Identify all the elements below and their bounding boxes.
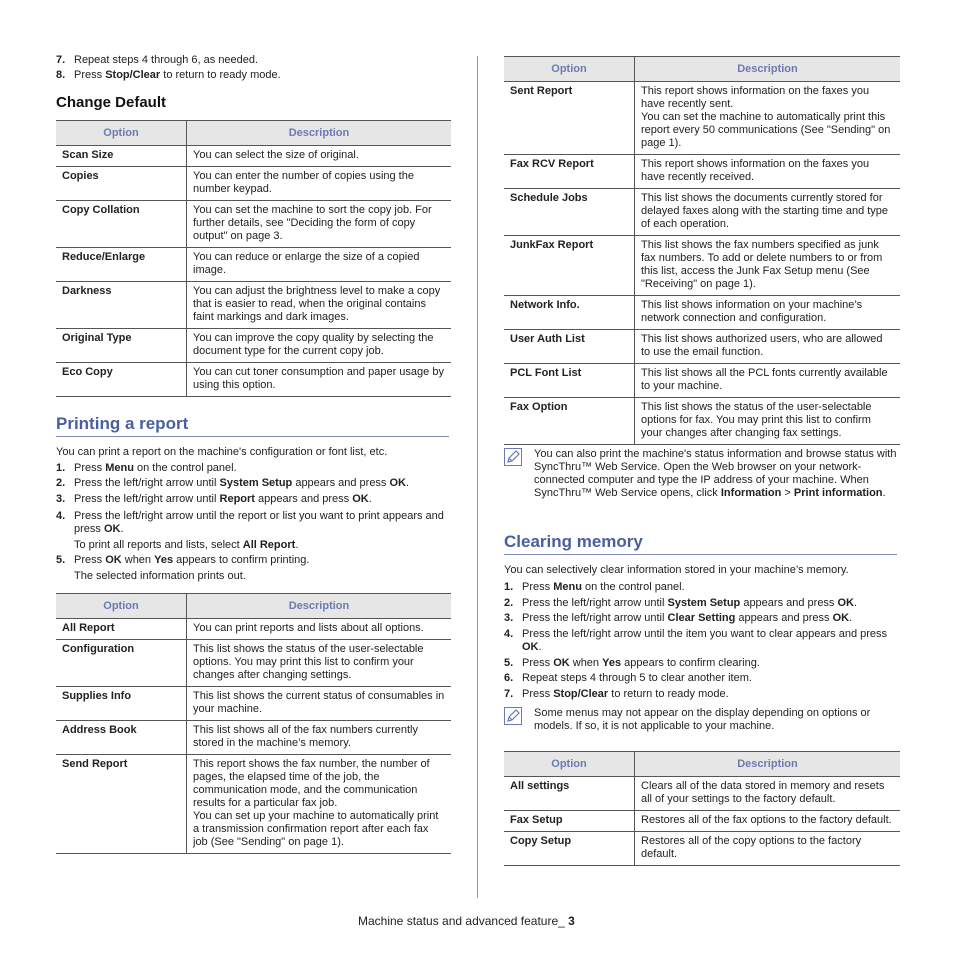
bold-term: Menu [553,581,582,593]
description-cell: You can adjust the brightness level to make a copy that is easier to read, when the original contains faint markings and dark images. [187,282,452,329]
option-cell: Fax Setup [504,811,635,832]
option-cell: All Report [56,619,187,640]
bold-term: OK [522,641,539,653]
option-cell: Network Info. [504,296,635,330]
bold-term: OK [832,612,850,624]
print-step-3: 3. Press the left/right arrow until Report appears and press OK. [56,493,372,505]
bold-term: OK [352,493,369,505]
table-row [56,201,451,248]
bold-term: OK [389,477,406,489]
bold-term: Yes [602,657,622,669]
option-cell: JunkFax Report [504,236,635,296]
all-report-note: To print all reports and lists, select All Report. [74,539,299,551]
printing-report-table [56,593,451,854]
table-row [504,777,900,811]
description-cell: This list shows the current status of consumables in your machine. [187,687,452,721]
option-cell: Supplies Info [56,687,187,721]
column-header-option: Option [56,121,187,146]
report-types-table [504,56,900,445]
column-header-option: Option [504,752,635,777]
option-cell: All settings [504,777,635,811]
bold-term: OK [105,554,122,566]
clear-step-7: 7. Press Stop/Clear to return to ready mode. [504,688,729,700]
option-cell: Fax Option [504,398,635,445]
column-header-description: Description [187,121,452,146]
bold-term: OK [103,523,121,535]
table-row [56,640,451,687]
option-cell: Scan Size [56,146,187,167]
bold-term: Yes [154,554,174,566]
option-cell: Original Type [56,329,187,363]
bold-term: Report [219,493,255,505]
clear-step-6: 6. Repeat steps 4 through 5 to clear another item. [504,672,752,684]
table-row [56,167,451,201]
table-row [504,189,900,236]
bold-term: System Setup [219,477,293,489]
clear-step-1: 1. Press Menu on the control panel. [504,581,685,593]
page-number: 3 [568,914,575,928]
description-cell: This list shows the status of the user-selectable options for fax. You may print this list to confirm your changes after changing fax settings. [635,398,901,445]
print-step-2: 2. Press the left/right arrow until System Setup appears and press OK. [56,477,410,489]
description-cell: This list shows information on your machine’s network connection and configuration. [635,296,901,330]
description-cell: This list shows the status of the user-selectable options. You may print this list to confirm your changes after changing settings. [187,640,452,687]
bold-term: Information [720,487,782,499]
table-row [56,363,451,397]
note-pencil-icon [504,448,522,466]
table-row [56,329,451,363]
note-pencil-icon [504,707,522,725]
description-cell: You can select the size of original. [187,146,452,167]
table-row [504,296,900,330]
column-divider [477,56,478,898]
description-cell: Restores all of the fax options to the factory default. [635,811,901,832]
clear-step-3: 3. Press the left/right arrow until Clear Setting appears and press OK. [504,612,853,624]
prints-out-note: The selected information prints out. [74,570,246,582]
description-cell: This list shows the documents currently stored for delayed faxes along with the starting time and type of each operation. [635,189,901,236]
clear-step-2: 2. Press the left/right arrow until System Setup appears and press OK. [504,597,858,609]
option-cell: PCL Font List [504,364,635,398]
column-header-description: Description [635,752,901,777]
option-cell: Copies [56,167,187,201]
description-cell: This list shows all the PCL fonts currently available to your machine. [635,364,901,398]
bold-term: OK [553,657,570,669]
description-cell: This list shows the fax numbers specified as junk fax numbers. To add or delete numbers to or from this list, access the Junk Fax Setup menu (See "Receiving" on page 1). [635,236,901,296]
option-cell: Send Report [56,755,187,854]
column-header-option: Option [56,594,187,619]
table-row [504,236,900,296]
bold-term: Stop/Clear [553,688,609,700]
table-row [504,811,900,832]
description-cell: You can cut toner consumption and paper usage by using this option. [187,363,452,397]
printing-intro: You can print a report on the machine's configuration or font list, etc. [56,446,388,458]
print-step-1: 1. Press Menu on the control panel. [56,462,237,474]
bold-term: All Report [242,539,296,551]
change-default-heading: Change Default [56,94,167,111]
option-cell: Reduce/Enlarge [56,248,187,282]
table-row [504,330,900,364]
clear-step-4: 4. Press the left/right arrow until the item you want to clear appears and press OK. [504,628,888,653]
table-row [56,248,451,282]
option-cell: Address Book [56,721,187,755]
clearing-intro: You can selectively clear information stored in your machine’s memory. [504,564,849,576]
step-8: 8. Press Stop/Clear to return to ready mode. [56,69,281,81]
table-row [56,146,451,167]
printing-report-heading: Printing a report [56,414,449,437]
page-footer: Machine status and advanced feature_ 3 [358,914,575,928]
table-row [504,832,900,866]
table-row [56,755,451,854]
description-cell: This list shows authorized users, who are allowed to use the email function. [635,330,901,364]
bold-term: Stop/Clear [105,69,161,81]
bold-term: Clear Setting [667,612,736,624]
change-default-table [56,120,451,397]
table-row [504,364,900,398]
description-cell: You can print reports and lists about all options. [187,619,452,640]
description-cell: You can set the machine to sort the copy job. For further details, see "Deciding the form of copy output" on page 3. [187,201,452,248]
option-cell: Copy Collation [56,201,187,248]
option-cell: Copy Setup [504,832,635,866]
table-row [56,282,451,329]
clearing-memory-heading: Clearing memory [504,532,897,555]
description-cell: Clears all of the data stored in memory and resets all of your settings to the factory default. [635,777,901,811]
description-cell: This list shows all of the fax numbers currently stored in the machine’s memory. [187,721,452,755]
bold-term: System Setup [667,597,741,609]
bold-term: Menu [105,462,134,474]
bold-term: OK [837,597,854,609]
table-row [56,721,451,755]
table-row [504,398,900,445]
table-row [504,155,900,189]
option-cell: User Auth List [504,330,635,364]
table-row [504,82,900,155]
option-cell: Sent Report [504,82,635,155]
table-row [56,687,451,721]
option-cell: Fax RCV Report [504,155,635,189]
clearing-memory-table [504,751,900,866]
option-cell: Darkness [56,282,187,329]
clear-step-5: 5. Press OK when Yes appears to confirm clearing. [504,657,760,669]
step-7: 7. Repeat steps 4 through 6, as needed. [56,54,259,66]
description-cell: This report shows information on the faxes you have recently received. [635,155,901,189]
bold-term: Print information [793,487,883,499]
option-cell: Schedule Jobs [504,189,635,236]
description-cell: Restores all of the copy options to the factory default. [635,832,901,866]
option-cell: Eco Copy [56,363,187,397]
description-cell: You can enter the number of copies using the number keypad. [187,167,452,201]
description-cell: You can reduce or enlarge the size of a copied image. [187,248,452,282]
column-header-option: Option [504,57,635,82]
description-cell: You can improve the copy quality by selecting the document type for the current copy job. [187,329,452,363]
column-header-description: Description [635,57,901,82]
table-row [56,619,451,640]
option-cell: Configuration [56,640,187,687]
description-cell: This report shows information on the faxes you have recently sent. You can set the machine to automatically print this report every 50 communications (See "Sending" on page 1). [635,82,901,155]
column-header-description: Description [187,594,452,619]
print-step-5: 5. Press OK when Yes appears to confirm printing. [56,554,310,566]
description-cell: This report shows the fax number, the number of pages, the elapsed time of the job, the communication mode, and the communication results for a particular fax job. You can set up your machine to automatically print a transmission confirmation report after each fax job (See "Sending" on page 1). [187,755,452,854]
print-step-4: 4. Press the left/right arrow until the report or list you want to print appears and press OK. [56,510,444,535]
